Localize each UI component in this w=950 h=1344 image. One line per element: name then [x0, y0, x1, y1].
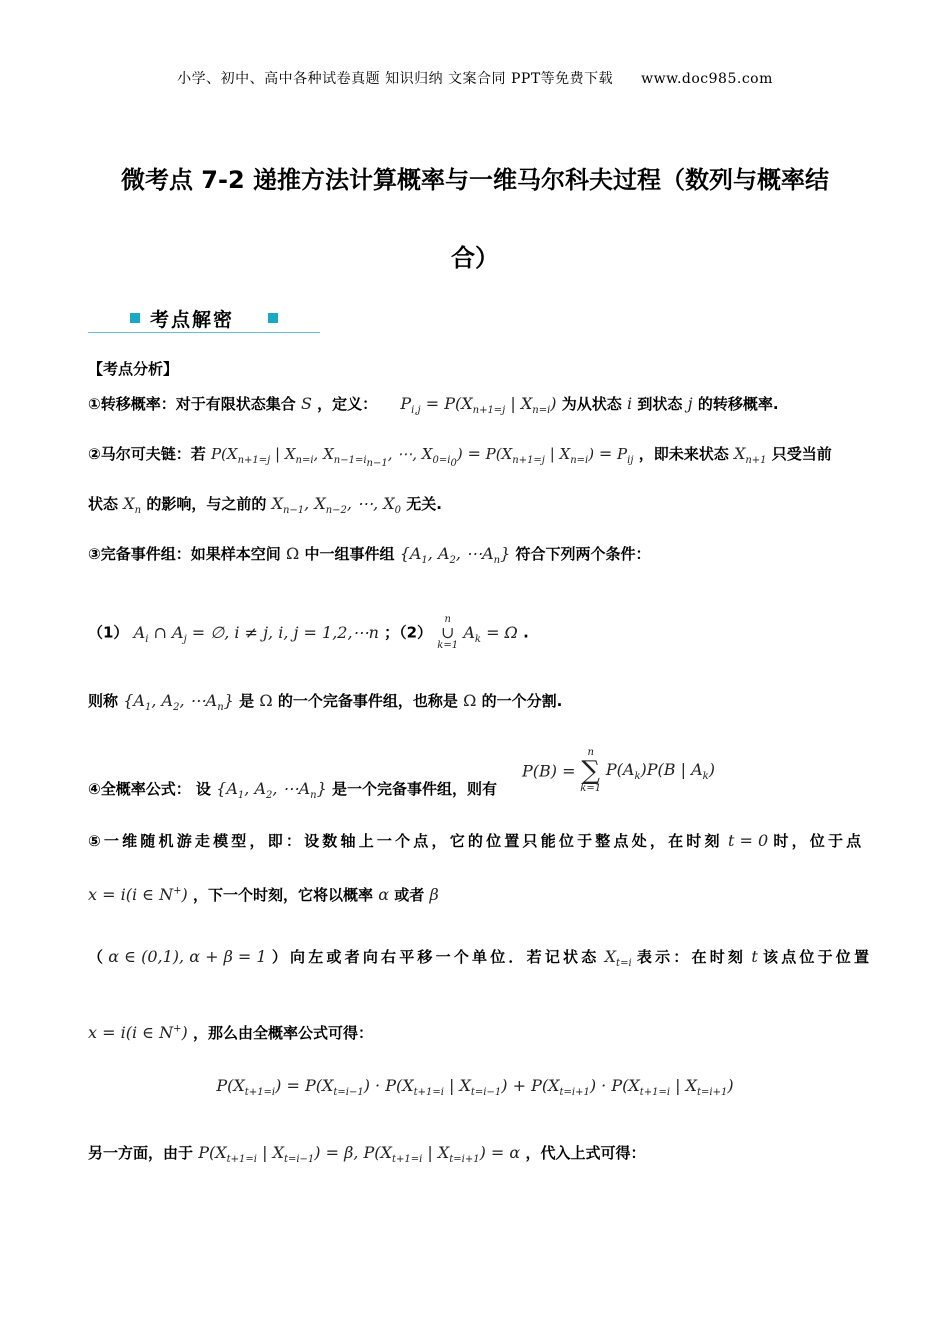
- header-text: 小学、初中、高中各种试卷真题 知识归纳 文案合同 PPT等免费下载: [177, 71, 614, 87]
- page-title: 微考点 7-2 递推方法计算概率与一维马尔科夫过程（数列与概率结: [120, 166, 830, 194]
- text: 表示：在时刻: [636, 948, 747, 966]
- formula: $X_n$: [123, 494, 142, 517]
- section-badge: [92, 304, 322, 334]
- formula: Ω: [463, 691, 477, 710]
- paragraph-transition-probability: [88, 393, 779, 416]
- formula: {$A_1$, $A_2$, $\cdots A_n$}: [123, 691, 234, 714]
- text: ，即未来状态: [638, 445, 729, 463]
- paragraph-partition: [88, 690, 562, 713]
- paragraph-complete-event-group: [88, 543, 651, 566]
- formula: $X_{n+1}$: [733, 444, 767, 467]
- formula: j: [687, 394, 693, 413]
- page-title-continued: 合）: [451, 244, 499, 272]
- recursion-formula: [0, 1076, 950, 1098]
- formula: $A_k = \Omega$: [463, 622, 518, 645]
- formula: x = i(i ∈ N+): [88, 885, 188, 904]
- paragraph-substitution: [88, 1142, 645, 1165]
- text: 无关.: [406, 495, 442, 513]
- text: ）向左或者向右平移一个单位．若记状态: [271, 948, 600, 966]
- sum-sign: n ∑ k=1: [580, 747, 602, 794]
- text: ；（2）: [384, 623, 433, 642]
- analysis-heading: 【考点分析】: [88, 360, 179, 378]
- text: 另一方面，由于: [88, 1144, 194, 1162]
- formula: α: [378, 885, 390, 904]
- text: 或者: [394, 886, 425, 904]
- formula: $A_i$ ∩ $A_j$ = ∅, i ≠ j, i, j = 1,2,⋯n: [133, 622, 379, 645]
- text: 是: [239, 692, 255, 710]
- text: ，下一个时刻，它将以概率: [192, 886, 373, 904]
- text: ④全概率公式： 设: [88, 780, 211, 798]
- total-probability-formula: [522, 748, 715, 794]
- formula: Ω: [259, 691, 273, 710]
- text: .: [523, 623, 529, 642]
- text: 的一个完备事件组，也称是: [277, 692, 458, 710]
- formula: {$A_1$, $A_2$, $\cdots A_n$}: [216, 779, 327, 802]
- header-site-link[interactable]: www.doc985.com: [641, 71, 773, 87]
- formula: $P(X_{t+1=i}) = P(X_{t=i-1}) \cdot P(X_{t+1=i}$ | $X_{t=i-1}) + P(X_{t=i+1}) \cdot P(X_{t+1=i}$ | $X_{t=i+1}$): [216, 1076, 734, 1099]
- text: 的一个分割.: [481, 692, 563, 710]
- formula: $P(A_k)P(B$ | $A_k$): [605, 759, 715, 783]
- formula: $X_{t=i}$: [604, 947, 632, 970]
- formula: P(B) =: [522, 761, 576, 781]
- formula: Ω: [285, 544, 300, 563]
- paragraph-random-walk: [88, 830, 863, 851]
- text: ，定义：: [317, 395, 378, 413]
- text: ③完备事件组：如果样本空间: [88, 545, 281, 563]
- text: （1）: [88, 623, 129, 642]
- section-divider: [88, 332, 320, 333]
- formula: $P(X_{n+1=j}$ | $X_{n=i}$, $X_{n-1=i_{n-1}}$, ⋯, $X_{0=i_0}) = P(X_{n+1=j}$ | $X_{n=i}) = P_{ij}$: [210, 444, 634, 469]
- text: 的影响，与之前的: [146, 495, 267, 513]
- formula: t: [751, 947, 758, 966]
- text: 的转移概率.: [697, 395, 779, 413]
- formula: $X_{n-1}$, $X_{n-2}$, ⋯, $X_0$: [271, 494, 402, 517]
- paragraph-random-walk-4: [88, 1022, 373, 1043]
- text: 到状态: [637, 395, 683, 413]
- paragraph-conditions: [88, 615, 529, 651]
- text: 只受当前: [771, 445, 832, 463]
- text: ，那么由全概率公式可得：: [192, 1024, 373, 1042]
- formula: S: [300, 394, 312, 413]
- paragraph-markov-chain-continued: [88, 493, 442, 516]
- formula: α ∈ (0,1), α + β = 1: [108, 947, 267, 966]
- paragraph-markov-chain: [88, 443, 832, 469]
- section-badge-label: 考点解密: [150, 309, 235, 331]
- text: 该点位于位置: [763, 948, 873, 966]
- paragraph-total-probability: [88, 778, 497, 801]
- paragraph-random-walk-3: [88, 946, 872, 969]
- page-header: [0, 68, 950, 88]
- formula: n ∪ k=1: [437, 614, 459, 651]
- text: ①转移概率：对于有限状态集合: [88, 395, 296, 413]
- text: 符合下列两个条件：: [515, 545, 651, 563]
- text: ⑤一维随机游走模型，即：设数轴上一个点，它的位置只能位于整点处，在时刻: [88, 832, 723, 850]
- formula: $P_{i,j} = P(X_{n+1=j}$ | $X_{n=i}$): [400, 394, 557, 417]
- formula: {$A_1$, $A_2$, $\cdots A_n$}: [399, 544, 511, 567]
- text: 是一个完备事件组，则有: [332, 780, 498, 798]
- formula: β: [429, 885, 439, 904]
- square-bullet-icon: [130, 313, 140, 323]
- text: 时，位于点: [773, 832, 865, 850]
- text: （: [88, 948, 104, 966]
- formula: $P(X_{t+1=i}$ | $X_{t=i-1}) = \beta$, $P(X_{t+1=i}$ | $X_{t=i+1}) = \alpha$: [198, 1143, 521, 1166]
- paragraph-random-walk-2: [88, 884, 439, 905]
- text: 状态: [88, 495, 119, 513]
- formula: i: [627, 394, 633, 413]
- text: 为从状态: [561, 395, 622, 413]
- text: ②马尔可夫链：若: [88, 445, 206, 463]
- text: 中一组事件组: [304, 545, 395, 563]
- square-bullet-icon: [268, 313, 278, 323]
- text: ，代入上式可得：: [525, 1144, 646, 1162]
- text: 则称: [88, 692, 119, 710]
- formula: x = i(i ∈ N+): [88, 1023, 188, 1042]
- formula: t = 0: [727, 831, 769, 850]
